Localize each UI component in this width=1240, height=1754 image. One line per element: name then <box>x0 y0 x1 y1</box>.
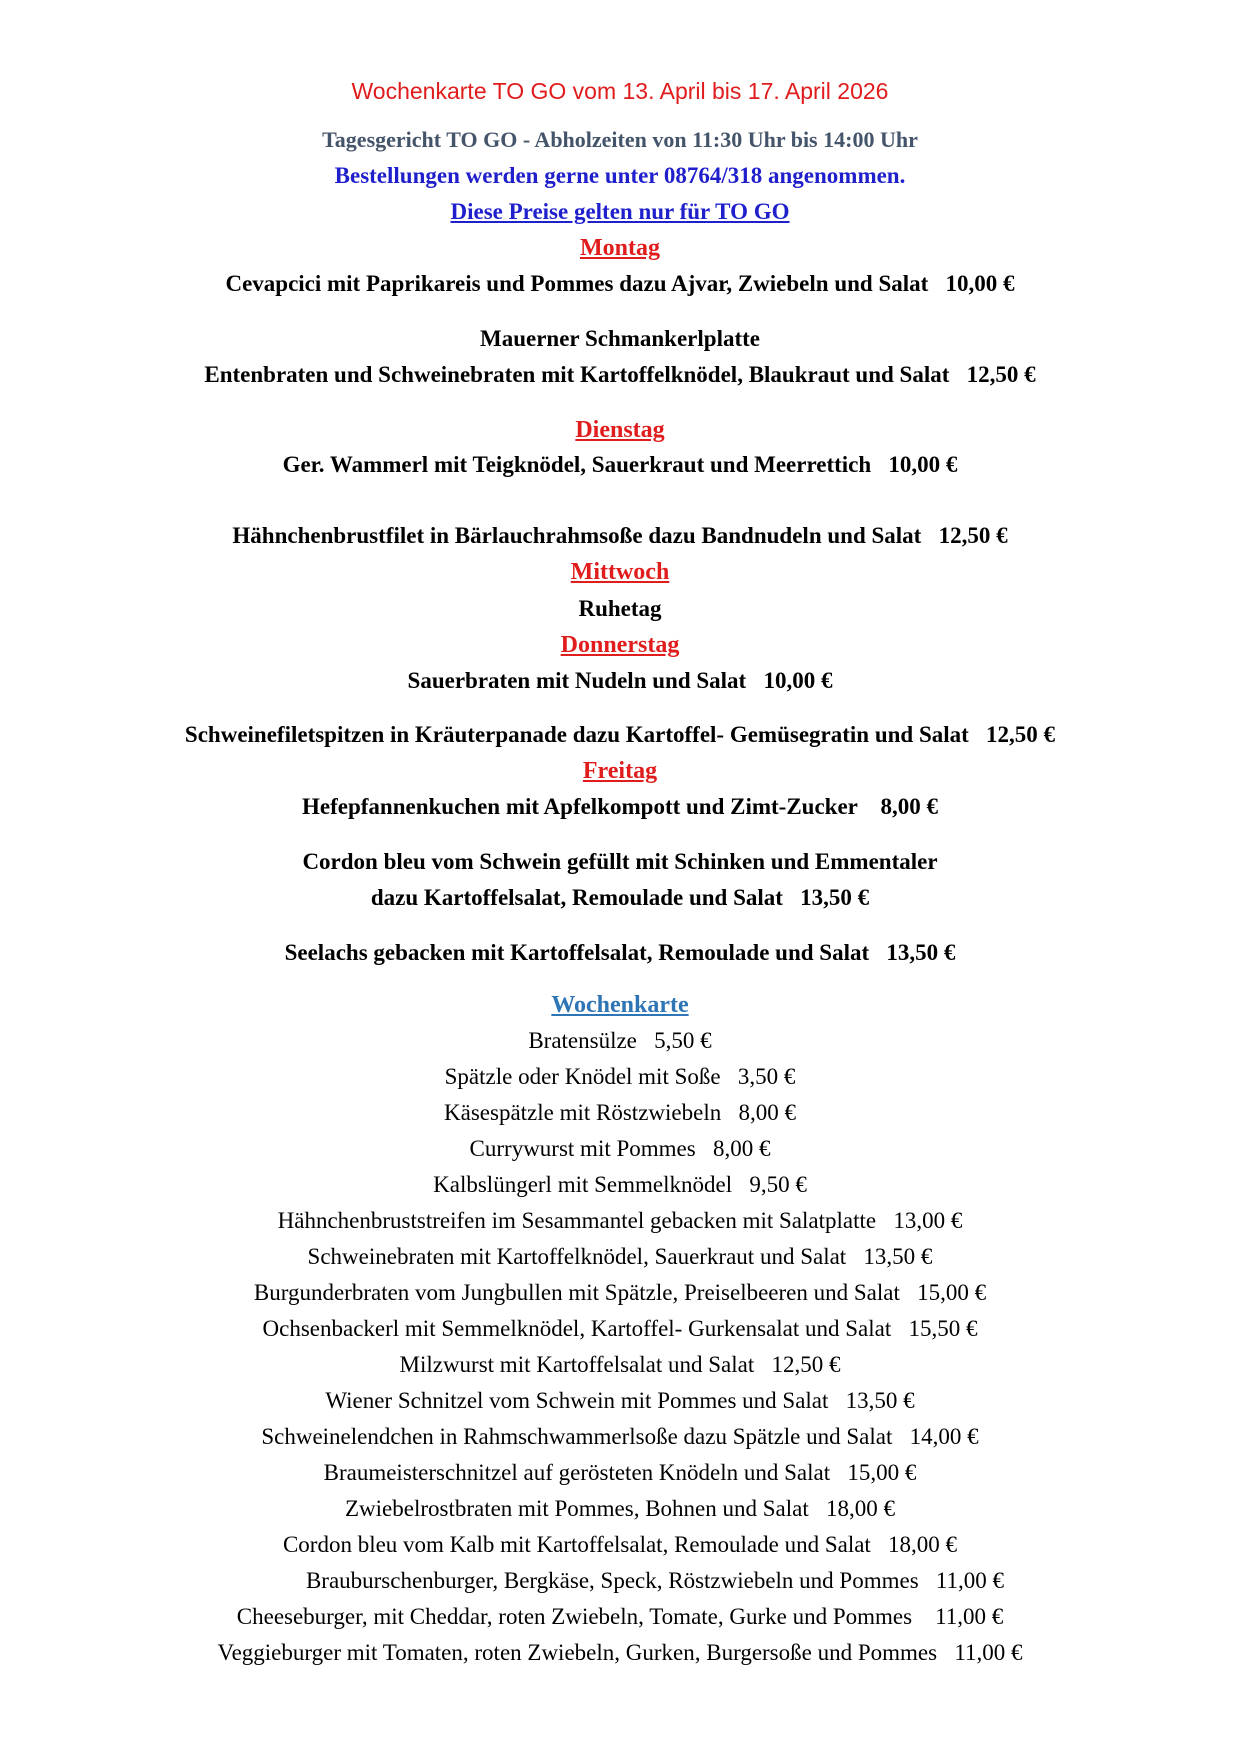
dish-montag-2-title: Mauerner Schmankerlplatte <box>479 326 760 351</box>
wochenkarte-item: Currywurst mit Pommes 8,00 € <box>469 1136 771 1161</box>
wochenkarte-item: Brauburschenburger, Bergkäse, Speck, Röstzwiebeln und Pommes 11,00 € <box>305 1568 1005 1593</box>
wochenkarte-item: Cordon bleu vom Kalb mit Kartoffelsalat, Remoulade und Salat 18,00 € <box>282 1532 958 1557</box>
wochenkarte-item: Bratensülze 5,50 € <box>528 1028 712 1053</box>
dish-dienstag-2: Hähnchenbrustfilet in Bärlauchrahmsoße dazu Bandnudeln und Salat 12,50 € <box>232 523 1008 548</box>
dish-mittwoch-1: Ruhetag <box>578 596 662 621</box>
wochenkarte-item: Veggieburger mit Tomaten, roten Zwiebeln, Gurken, Burgersoße und Pommes 11,00 € <box>217 1640 1023 1665</box>
day-heading-mittwoch: Mittwoch <box>570 559 670 585</box>
wochenkarte-item: Wiener Schnitzel vom Schwein mit Pommes und Salat 13,50 € <box>325 1388 915 1413</box>
wochenkarte-item: Cheeseburger, mit Cheddar, roten Zwiebeln, Tomate, Gurke und Pommes 11,00 € <box>236 1604 1004 1629</box>
dish-montag-2: Entenbraten und Schweinebraten mit Kartoffelknödel, Blaukraut und Salat 12,50 € <box>204 362 1036 387</box>
day-heading-donnerstag: Donnerstag <box>560 632 680 658</box>
wochenkarte-item: Käsespätzle mit Röstzwiebeln 8,00 € <box>444 1100 796 1125</box>
dish-freitag-2-line1: Cordon bleu vom Schwein gefüllt mit Schinken und Emmentaler <box>302 849 938 874</box>
day-heading-montag: Montag <box>580 235 660 261</box>
day-heading-dienstag: Dienstag <box>575 417 665 443</box>
pickup-times: Tagesgericht TO GO - Abholzeiten von 11:30 Uhr bis 14:00 Uhr <box>322 127 918 152</box>
wochenkarte-item: Braumeisterschnitzel auf gerösteten Knödeln und Salat 15,00 € <box>323 1460 917 1485</box>
wochenkarte-item: Ochsenbackerl mit Semmelknödel, Kartoffel- Gurkensalat und Salat 15,50 € <box>262 1316 978 1341</box>
wochenkarte-item: Burgunderbraten vom Jungbullen mit Spätzle, Preiselbeeren und Salat 15,00 € <box>253 1280 987 1305</box>
wochenkarte-item: Kalbslüngerl mit Semmelknödel 9,50 € <box>433 1172 807 1197</box>
dish-freitag-3: Seelachs gebacken mit Kartoffelsalat, Remoulade und Salat 13,50 € <box>284 940 956 965</box>
wochenkarte-item: Schweinebraten mit Kartoffelknödel, Sauerkraut und Salat 13,50 € <box>307 1244 933 1269</box>
menu-title: Wochenkarte TO GO vom 13. April bis 17. April 2026 <box>351 78 889 104</box>
wochenkarte-item: Milzwurst mit Kartoffelsalat und Salat 12,50 € <box>399 1352 841 1377</box>
wochenkarte-item: Schweinelendchen in Rahmschwammerlsoße dazu Spätzle und Salat 14,00 € <box>261 1424 979 1449</box>
wochenkarte-heading: Wochenkarte <box>551 992 689 1018</box>
price-notice: Diese Preise gelten nur für TO GO <box>450 199 790 224</box>
dish-donnerstag-1: Sauerbraten mit Nudeln und Salat 10,00 € <box>407 668 833 693</box>
order-phone-note: Bestellungen werden gerne unter 08764/318 angenommen. <box>334 163 906 188</box>
wochenkarte-item: Zwiebelrostbraten mit Pommes, Bohnen und Salat 18,00 € <box>344 1496 895 1521</box>
wochenkarte-item: Spätzle oder Knödel mit Soße 3,50 € <box>444 1064 796 1089</box>
dish-freitag-2-line2: dazu Kartoffelsalat, Remoulade und Salat 13,50 € <box>370 885 870 910</box>
dish-freitag-1: Hefepfannenkuchen mit Apfelkompott und Zimt-Zucker 8,00 € <box>302 794 938 819</box>
wochenkarte-item: Hähnchenbruststreifen im Sesammantel gebacken mit Salatplatte 13,00 € <box>277 1208 963 1233</box>
dish-montag-1: Cevapcici mit Paprikareis und Pommes dazu Ajvar, Zwiebeln und Salat 10,00 € <box>225 271 1015 296</box>
day-heading-freitag: Freitag <box>582 758 658 784</box>
dish-donnerstag-2: Schweinefiletspitzen in Kräuterpanade dazu Kartoffel- Gemüsegratin und Salat 12,50 € <box>184 722 1056 747</box>
dish-dienstag-1: Ger. Wammerl mit Teigknödel, Sauerkraut und Meerrettich 10,00 € <box>282 452 958 477</box>
